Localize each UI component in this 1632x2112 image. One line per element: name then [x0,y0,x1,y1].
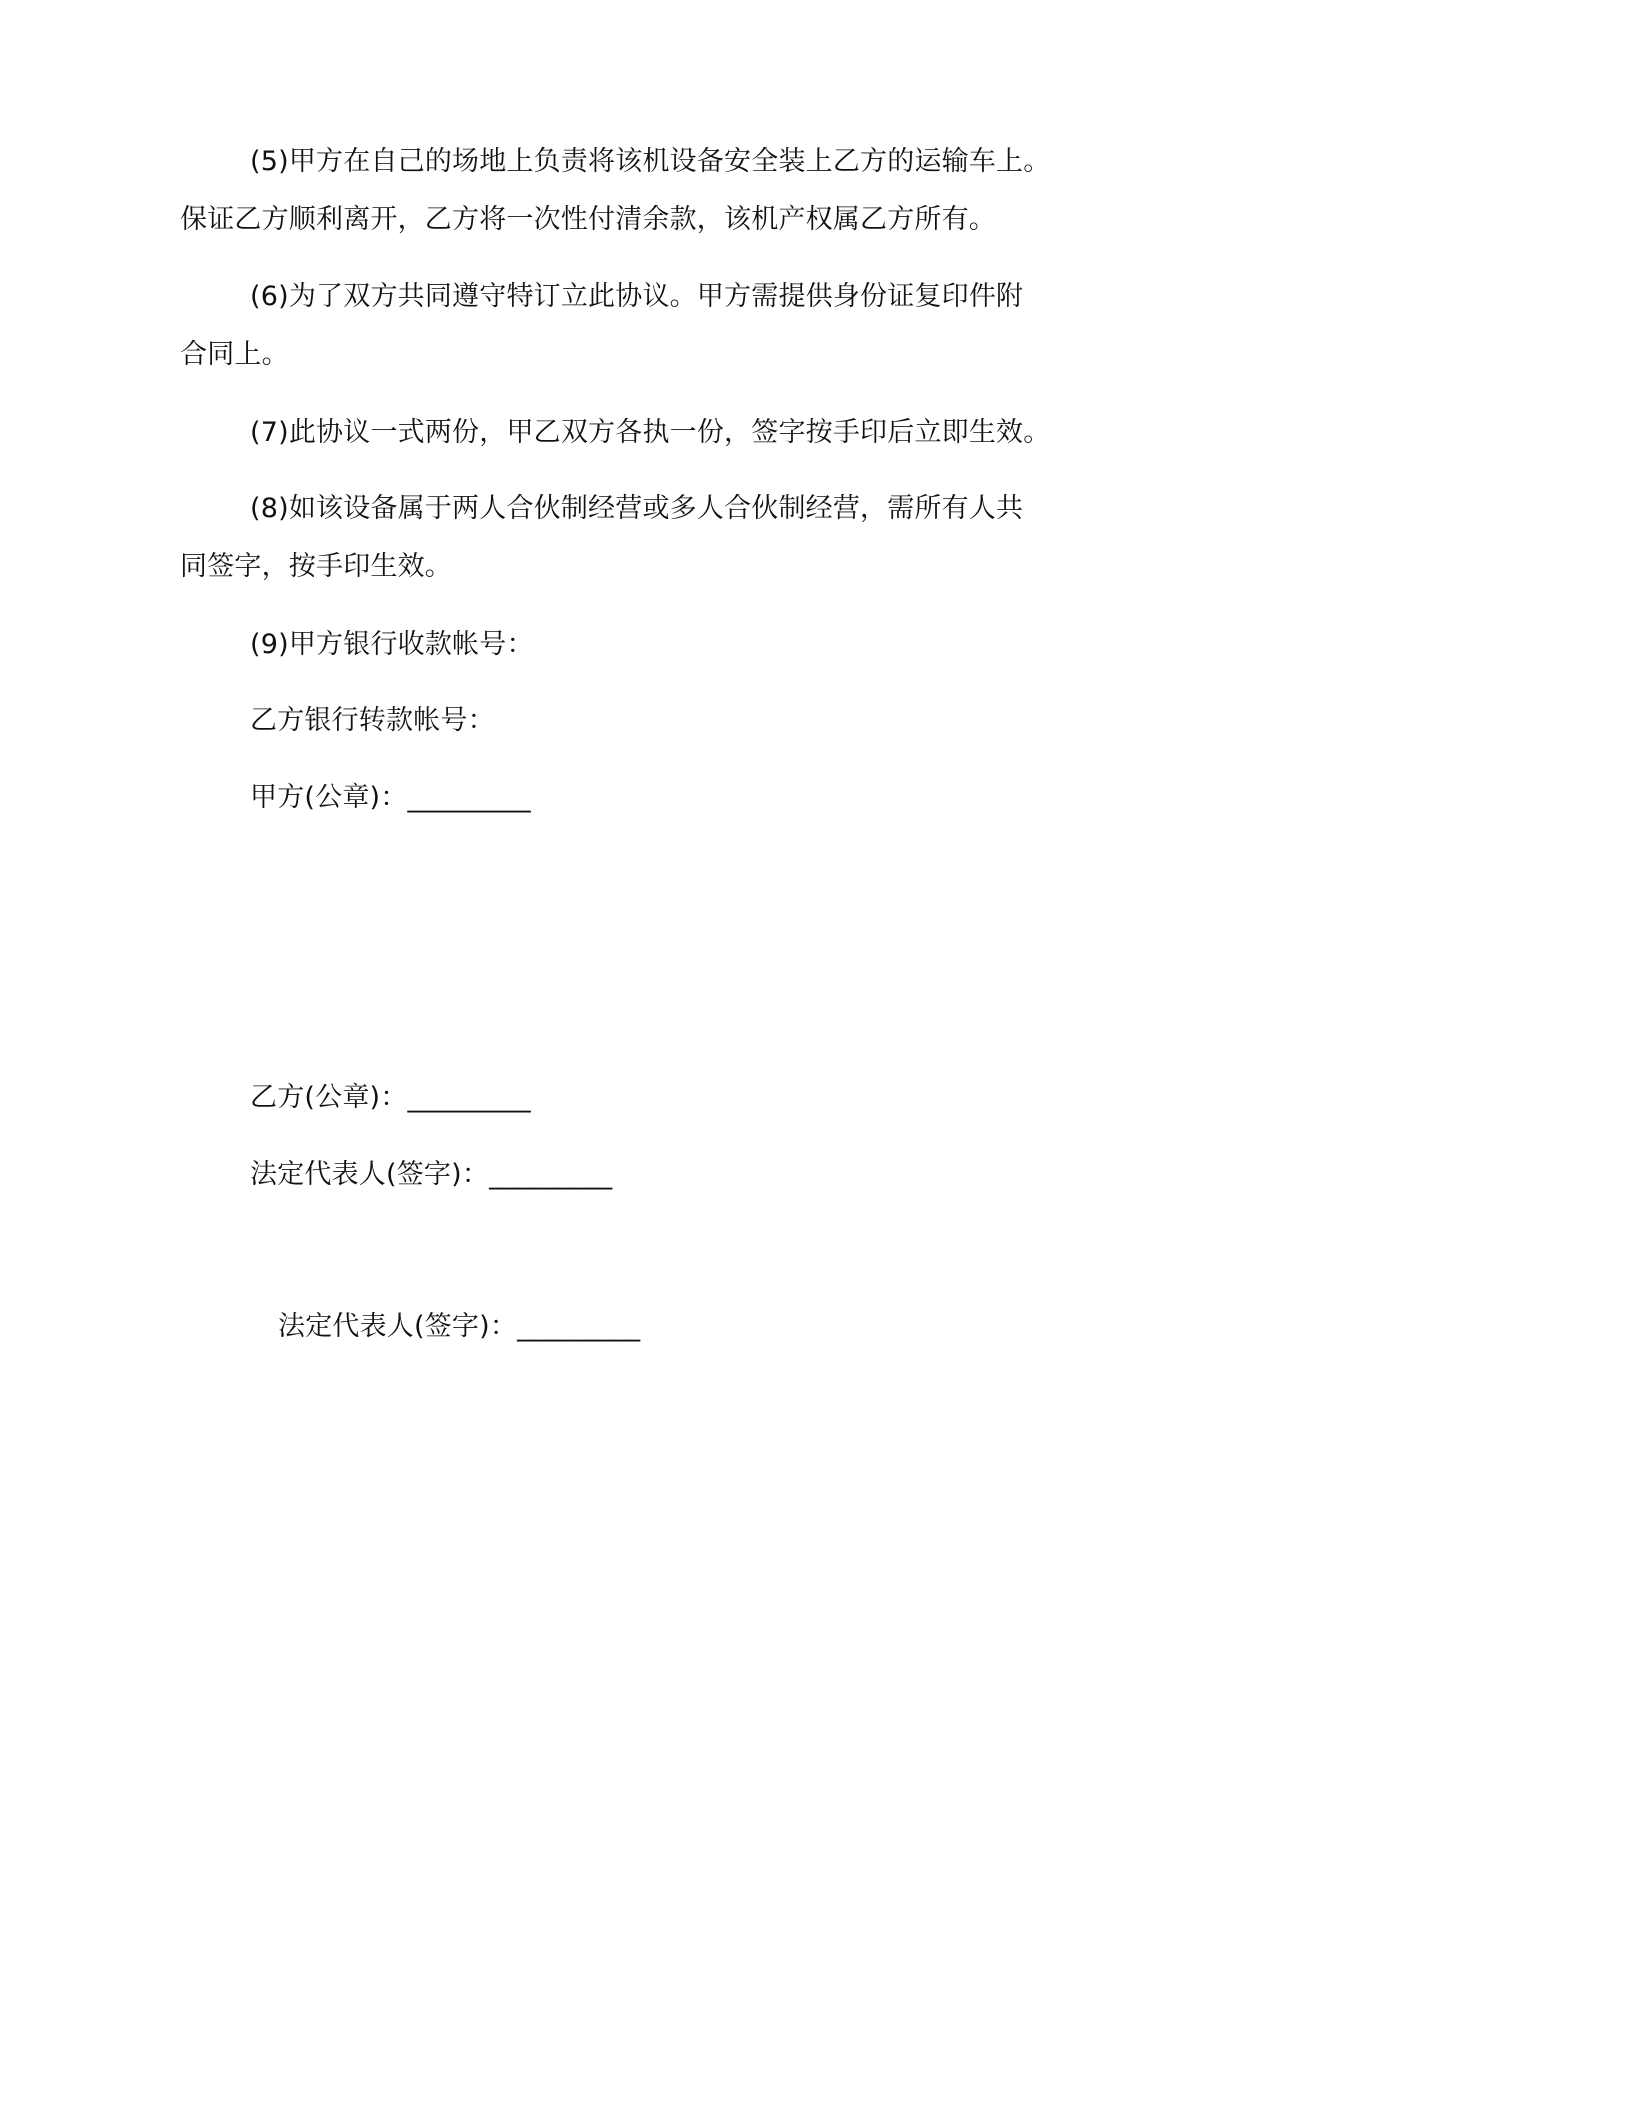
clause-8-line-1: (8)如该设备属于两人合伙制经营或多人合伙制经营，需所有人共 [250,493,1024,524]
clause-5-line-1: (5)甲方在自己的场地上负责将该机设备安全装上乙方的运输车上。 [250,146,1051,177]
clause-9-party-b-account: 乙方银行转款帐号： [250,705,495,736]
party-b-seal-line: 乙方(公章)：_________ [250,1082,531,1113]
clause-6-line-2: 合同上。 [180,339,289,370]
clause-9-party-a-account: (9)甲方银行收款帐号： [250,629,534,660]
legal-rep-signature-line-2: 法定代表人(签字)：_________ [278,1311,641,1342]
party-a-seal-line: 甲方(公章)：_________ [250,782,531,813]
clause-7-line-1: (7)此协议一式两份，甲乙双方各执一份，签字按手印后立即生效。 [250,417,1051,448]
clause-5-line-2: 保证乙方顺利离开，乙方将一次性付清余款，该机产权属乙方所有。 [180,204,996,235]
clause-6-line-1: (6)为了双方共同遵守特订立此协议。甲方需提供身份证复印件附 [250,281,1024,312]
legal-rep-signature-line-1: 法定代表人(签字)：_________ [250,1159,613,1190]
clause-8-line-2: 同签字，按手印生效。 [180,551,452,582]
